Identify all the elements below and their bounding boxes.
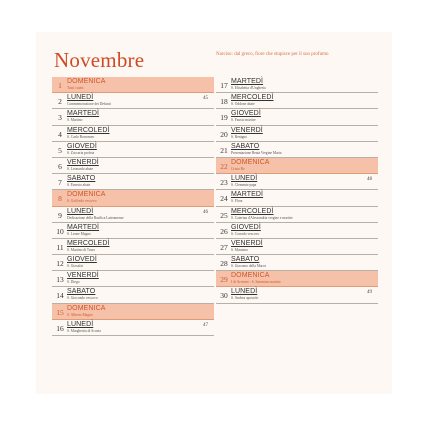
day-number: 19: [220, 113, 228, 123]
saint-of-day: Commemorazione dei Defunti: [67, 102, 111, 107]
weekday-name: DOMENICA: [67, 191, 106, 199]
saint-of-day: S. Alberto Magno: [67, 312, 93, 317]
day-row: [52, 271, 214, 287]
month-quote: Narciso: dal greco, fiore che stupisce per il suo profumo: [216, 52, 329, 57]
weekday-name: GIOVEDÌ: [67, 256, 97, 264]
weekday-name: MARTEDÌ: [67, 223, 100, 231]
day-number: 26: [220, 226, 228, 236]
saint-of-day: S. Giacomo della Marca: [231, 264, 266, 269]
saint-of-day: Cristo Re: [231, 166, 245, 171]
day-number: 13: [56, 275, 64, 285]
day-row-sunday: [52, 190, 214, 206]
weekday-name: GIOVEDÌ: [67, 142, 97, 150]
saint-of-day: S. Elisabetta d'Ungheria: [231, 86, 266, 90]
day-number: 10: [56, 226, 64, 236]
day-number: 11: [56, 242, 64, 252]
day-number: 22: [220, 161, 228, 171]
day-number: 7: [58, 178, 62, 188]
saint-of-day: S. Goffredo vescovo: [67, 199, 97, 204]
day-row: [216, 126, 378, 142]
day-row: [52, 207, 214, 223]
saint-of-day: S. Giocondo vescovo: [67, 296, 98, 301]
day-number: 2: [58, 97, 62, 107]
day-number: 17: [220, 81, 228, 90]
day-row: [52, 126, 214, 142]
day-row-sunday: [52, 304, 214, 320]
day-row: [216, 142, 378, 158]
right-day-column: [216, 77, 378, 304]
day-number: 28: [220, 259, 228, 269]
weekday-name: LUNEDÌ: [231, 288, 258, 296]
day-row: [216, 109, 378, 125]
weekday-name: DOMENICA: [67, 304, 106, 312]
saint-of-day: S. Martino di Tours: [67, 247, 96, 252]
saint-of-day: Presentazione Beata Vergine Maria: [231, 150, 282, 155]
day-number: 25: [220, 210, 228, 220]
month-title: Novembre: [54, 48, 145, 72]
day-row: [52, 320, 214, 336]
day-row: [52, 174, 214, 190]
day-number: 9: [58, 210, 62, 220]
week-number: 49: [367, 290, 372, 296]
day-number: 23: [220, 178, 228, 188]
weekday-name: VENERDÌ: [67, 158, 99, 166]
day-row: [52, 223, 214, 239]
day-number: 12: [56, 259, 64, 269]
day-row: [216, 223, 378, 239]
weekday-name: MARTEDÌ: [231, 78, 264, 85]
day-row-sunday: [52, 77, 214, 93]
saint-of-day: I di Avvento - S. Saturnino martire: [231, 280, 281, 285]
day-number: 27: [220, 242, 228, 252]
day-row: [52, 287, 214, 303]
left-day-column: [52, 77, 214, 336]
day-row: [52, 239, 214, 255]
saint-of-day: S. Leone Magno: [67, 231, 91, 236]
day-number: 21: [220, 145, 228, 155]
weekday-name: SABATO: [231, 256, 260, 264]
weekday-name: MERCOLEDÌ: [231, 207, 274, 215]
weekday-name: VENERDÌ: [231, 239, 263, 247]
day-row: [52, 158, 214, 174]
day-row-sunday: [216, 271, 378, 287]
weekday-name: MERCOLEDÌ: [67, 239, 110, 247]
day-number: 5: [58, 145, 62, 155]
saint-of-day: S. Fausto martire: [231, 118, 256, 123]
day-number: 8: [58, 194, 62, 204]
saint-of-day: S. Andrea apostolo: [231, 296, 259, 301]
saint-of-day: S. Corrado vescovo: [231, 231, 260, 236]
day-number: 4: [58, 129, 62, 139]
day-row: [52, 255, 214, 271]
week-number: 47: [203, 322, 208, 328]
week-number: 45: [203, 96, 208, 102]
weekday-name: DOMENICA: [231, 272, 270, 280]
saint-of-day: S. Margherita di Scozia: [67, 328, 101, 333]
day-row: [216, 255, 378, 271]
saint-of-day: S. Caterina d'Alessandria vergine e martire: [231, 215, 293, 220]
weekday-name: SABATO: [231, 142, 260, 150]
weekday-name: MARTEDÌ: [67, 110, 100, 118]
saint-of-day: S. Oddone abate: [231, 102, 255, 107]
saint-of-day: S. Massimo: [231, 247, 248, 252]
day-number: 18: [220, 97, 228, 107]
day-number: 14: [56, 291, 64, 301]
saint-of-day: S. Clemente papa: [231, 183, 257, 188]
weekday-name: LUNEDÌ: [67, 94, 94, 102]
weekday-name: SABATO: [67, 175, 96, 183]
day-row: [216, 77, 378, 93]
day-number: 20: [220, 129, 228, 139]
day-row: [52, 142, 214, 158]
week-number: 48: [367, 177, 372, 183]
day-row: [216, 287, 378, 303]
saint-of-day: Tutti i santi: [67, 86, 84, 90]
weekday-name: GIOVEDÌ: [231, 223, 261, 231]
weekday-name: MARTEDÌ: [231, 191, 264, 199]
weekday-name: LUNEDÌ: [67, 207, 94, 215]
day-number: 30: [220, 291, 228, 301]
day-row: [52, 109, 214, 125]
saint-of-day: S. Ernesto abate: [67, 183, 91, 188]
saint-of-day: S. Flora: [231, 199, 243, 204]
weekday-name: GIOVEDÌ: [231, 110, 261, 118]
saint-of-day: S. Diego: [67, 280, 80, 285]
day-number: 1: [58, 81, 62, 90]
saint-of-day: S. Martino: [67, 118, 83, 123]
day-row: [216, 190, 378, 206]
day-number: 6: [58, 161, 62, 171]
saint-of-day: S. Zaccaria profeta: [67, 150, 95, 155]
weekday-name: DOMENICA: [231, 158, 270, 166]
saint-of-day: S. Benigno: [231, 134, 247, 139]
weekday-name: LUNEDÌ: [67, 320, 94, 328]
saint-of-day: Dedicazione della Basilica Lateranense: [67, 215, 124, 220]
day-row: [52, 93, 214, 109]
weekday-name: MERCOLEDÌ: [67, 126, 110, 134]
day-number: 15: [56, 307, 64, 317]
day-number: 29: [220, 275, 228, 285]
day-number: 24: [220, 194, 228, 204]
weekday-name: MERCOLEDÌ: [231, 94, 274, 102]
day-row: [216, 207, 378, 223]
saint-of-day: S. Leonardo abate: [67, 166, 94, 171]
saint-of-day: S. Carlo Borromeo: [67, 134, 95, 139]
day-number: 3: [58, 113, 62, 123]
day-row-sunday: [216, 158, 378, 174]
weekday-name: VENERDÌ: [231, 126, 263, 134]
day-row: [216, 239, 378, 255]
day-number: 16: [56, 323, 64, 333]
day-row: [216, 93, 378, 109]
weekday-name: SABATO: [67, 288, 96, 296]
weekday-name: LUNEDÌ: [231, 175, 258, 183]
week-number: 46: [203, 209, 208, 215]
calendar-page: [36, 32, 392, 394]
saint-of-day: S. Giosafat: [67, 264, 83, 269]
weekday-name: VENERDÌ: [67, 272, 99, 280]
day-row: [216, 174, 378, 190]
weekday-name: DOMENICA: [67, 78, 106, 85]
